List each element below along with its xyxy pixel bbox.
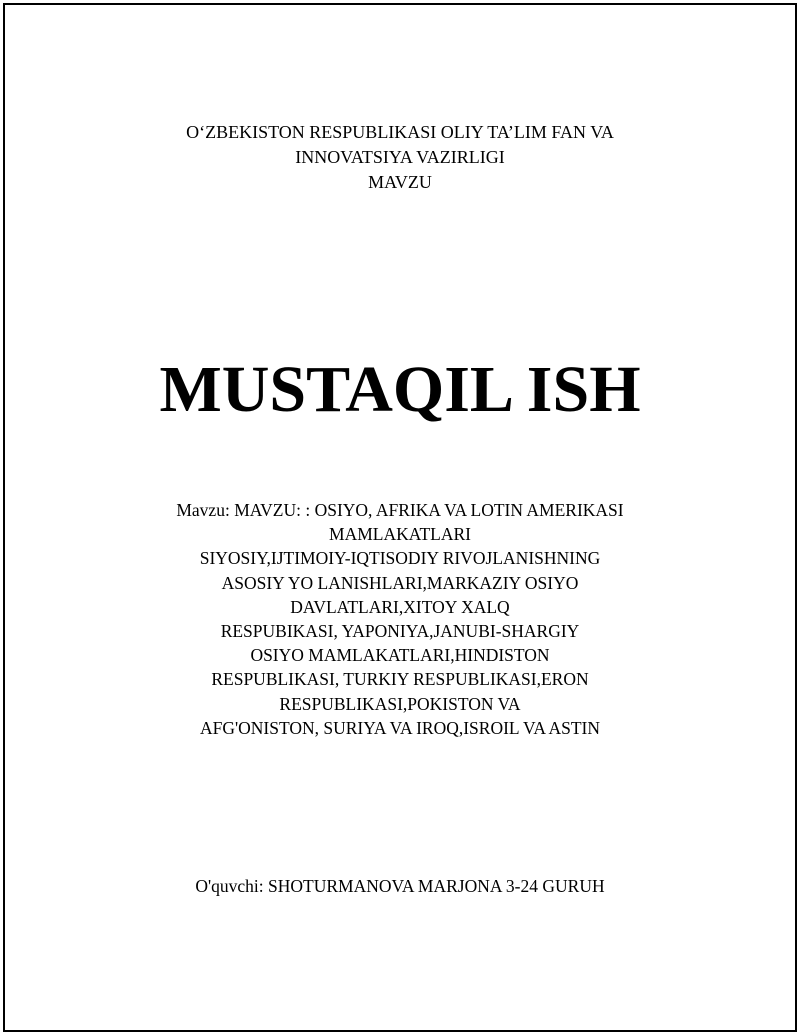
topic-line-2: MAMLAKATLARI [329,524,471,545]
topic-line-10: AFG'ONISTON, SURIYA VA IROQ,ISROIL VA ASTIN [199,717,601,738]
header-line-3: MAVZU [368,172,432,192]
topic-line-3: SIYOSIY,IJTIMOIY-IQTISODIY RIVOJLANISHNING [199,548,601,569]
student-info: O'quvchi: SHOTURMANOVA MARJONA 3-24 GURUH [195,876,605,896]
topic-line-7: OSIYO MAMLAKATLARI,HINDISTON [250,645,550,666]
topic-block [0,498,800,740]
topic-line-6: RESPUBIKASI, YAPONIYA,JANUBI-SHARGIY [220,621,580,642]
topic-line-1: Mavzu: MAVZU: : OSIYO, AFRIKA VA LOTIN AMERIKASI [176,500,624,520]
topic-line-5: DAVLATLARI,XITOY XALQ [290,596,510,617]
topic-line-4: ASOSIY YO LANISHLARI,MARKAZIY OSIYO [221,572,579,593]
topic-line-8: RESPUBLIKASI, TURKIY RESPUBLIKASI,ERON [211,669,589,690]
header-line-1: O‘ZBEKISTON RESPUBLIKASI OLIY TA’LIM FAN VA [186,122,614,142]
ministry-header [0,120,800,195]
header-line-2: INNOVATSIYA VAZIRLIGI [295,147,505,167]
document-title: MUSTAQIL ISH [159,353,641,426]
topic-line-9: RESPUBLIKASI,POKISTON VA [279,693,521,714]
